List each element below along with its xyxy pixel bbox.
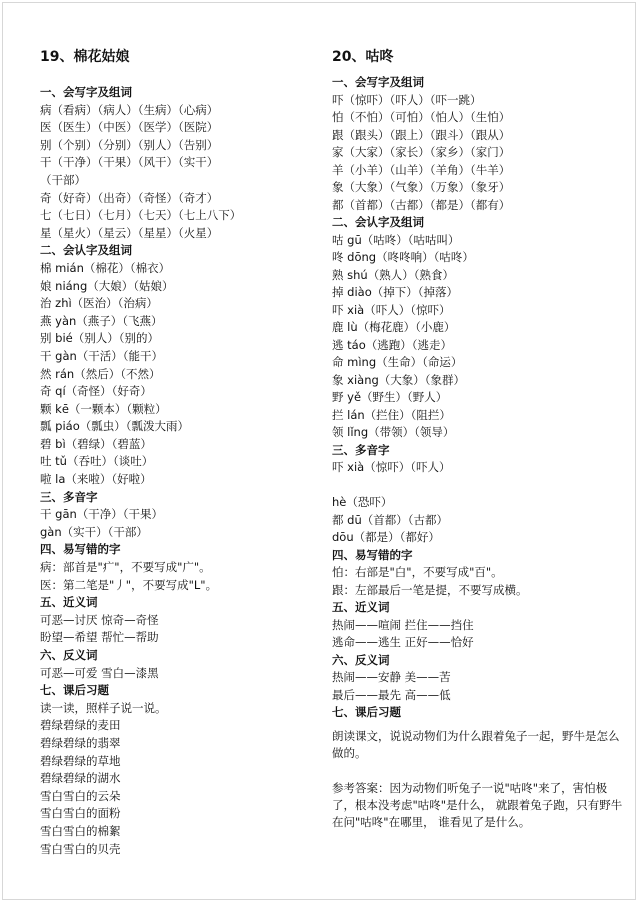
content-line: 逃命——逃生 正好——恰好 — [332, 635, 474, 649]
lesson-20-content — [332, 74, 624, 831]
content-line: dōu（都是）（都好） — [332, 530, 440, 544]
section-heading: 四、易写错的字 — [40, 542, 121, 557]
section-heading: 二、会认字及组词 — [40, 243, 132, 258]
content-line: 读一读，照样子说一说。 — [40, 700, 167, 715]
content-line: 然 rán（然后）（不然） — [40, 366, 161, 381]
content-line: 吓（惊吓）（吓人）（吓一跳） — [332, 92, 482, 107]
content-line: （干部） — [40, 172, 86, 187]
content-line: 领 lǐng（带领）（领导） — [332, 425, 455, 439]
section-heading: 二、会认字及组词 — [332, 215, 424, 229]
content-line: 吓 xià（惊吓）（吓人） — [332, 460, 451, 474]
content-line: 雪白雪白的贝壳 — [40, 841, 121, 856]
section-heading: 五、近义词 — [40, 595, 98, 610]
content-line: 奇（好奇）（出奇）（奇怪）（奇才） — [40, 190, 219, 205]
content-line: 跟（跟头）（跟上）（跟斗）（跟从） — [332, 127, 511, 142]
content-line: 奇 qí（奇怪）（好奇） — [40, 384, 152, 399]
content-line: 可恶—可爱 雪白—漆黑 — [40, 665, 159, 680]
content-line: 啦 la（来啦）（好啦） — [40, 472, 152, 487]
content-line: 碧绿碧绿的翡翠 — [40, 735, 121, 750]
section-heading: 七、课后习题 — [40, 683, 109, 698]
exercise-question: 朗读课文，说说动物们为什么跟着兔子一起，野牛是怎么做的。 — [332, 728, 620, 760]
content-line: 命 mìng（生命）（命运） — [332, 355, 463, 369]
content-line: 干 gàn（干活）（能干） — [40, 348, 164, 363]
content-line: 碧绿碧绿的湖水 — [40, 771, 121, 786]
content-line: 怕：右部是"白"，不要写成"百"。 — [332, 565, 503, 579]
content-line: 雪白雪白的棉絮 — [40, 823, 121, 838]
content-line: 最后——最先 高——低 — [332, 687, 451, 702]
content-line: 燕 yàn（燕子）（飞燕） — [40, 313, 163, 328]
content-line: 七（七日）（七月）（七天）（七上八下） — [40, 208, 242, 223]
content-line: 象 xiàng（大象）（象群） — [332, 372, 466, 387]
content-line: 熟 shú（熟人）（熟食） — [332, 267, 454, 282]
content-line: 瓢 piáo（瓢虫）（瓢泼大雨） — [40, 419, 189, 434]
content-line: 跟：左部最后一笔是提，不要写成横。 — [332, 582, 528, 597]
content-line: 可恶—讨厌 惊奇—奇怪 — [40, 612, 159, 627]
section-heading: 七、课后习题 — [332, 705, 401, 719]
lesson-19-content — [40, 84, 310, 858]
content-line: 雪白雪白的云朵 — [40, 788, 121, 803]
content-line: 娘 niáng（大娘）（姑娘） — [40, 278, 174, 293]
content-line — [332, 477, 624, 495]
content-line: 野 yě（野生）（野人） — [332, 390, 448, 404]
content-line: 碧绿碧绿的草地 — [40, 753, 121, 768]
content-line: 家（大家）（家长）（家乡）（家门） — [332, 145, 511, 159]
section-heading: 五、近义词 — [332, 600, 390, 614]
content-line: 雪白雪白的面粉 — [40, 806, 121, 821]
content-line: 都（首都）（古都）（都是）（都有） — [332, 197, 511, 212]
section-heading: 六、反义词 — [40, 648, 98, 662]
content-line: 碧 bì（碧绿）（碧蓝） — [40, 436, 152, 451]
content-line: gàn（实干）（干部） — [40, 524, 148, 539]
content-line: 碧绿碧绿的麦田 — [40, 718, 121, 733]
content-line: 干 gān（干净）（干果） — [40, 507, 164, 522]
content-line: 掉 diào（掉下）（掉落） — [332, 285, 458, 299]
content-line: 干（干净）（干果）（风干）（实干） — [40, 155, 219, 170]
content-line: 热闹——安静 美——苦 — [332, 670, 451, 684]
section-heading: 一、会写字及组词 — [40, 85, 132, 99]
section-heading: 一、会写字及组词 — [332, 75, 424, 89]
content-line: 咕 gū（咕咚）（咕咕叫） — [332, 232, 460, 247]
content-line: hè（恐吓） — [332, 495, 393, 509]
content-line: 怕（不怕）（可怕）（怕人）（生怕） — [332, 110, 511, 124]
section-heading: 六、反义词 — [332, 652, 390, 667]
content-line: 医（医生）（中医）（医学）（医院） — [40, 120, 219, 135]
content-line: 病：部首是"疒"，不要写成"广"。 — [40, 560, 211, 575]
content-line: 鹿 lù（梅花鹿）（小鹿） — [332, 320, 456, 334]
lesson-20-title: 20、咕咚 — [332, 49, 394, 65]
lesson-19-title: 19、棉花姑娘 — [40, 49, 130, 65]
content-line: 棉 mián（棉花）（棉衣） — [40, 260, 171, 275]
section-heading: 三、多音字 — [332, 442, 390, 457]
section-heading: 四、易写错的字 — [332, 547, 413, 562]
content-line: 咚 dōng（咚咚响）（咕咚） — [332, 250, 474, 264]
content-line: 羊（小羊）（山羊）（羊角）（牛羊） — [332, 162, 511, 177]
content-line: 逃 táo（逃跑）（逃走） — [332, 337, 452, 352]
content-line: 颗 kē（一颗本）（颗粒） — [40, 401, 167, 416]
content-line: 盼望—希望 帮忙—帮助 — [40, 630, 159, 645]
content-line: 拦 lán（拦住）（阻拦） — [332, 407, 451, 422]
content-line: 星（星火）（星云）（星星）（火星） — [40, 225, 219, 240]
content-line: 病（看病）（病人）（生病）（心病） — [40, 102, 219, 117]
content-line: 吓 xià（吓人）（惊吓） — [332, 302, 451, 317]
content-line: 象（大象）（气象）（万象）（象牙） — [332, 180, 511, 194]
content-line: 都 dū（首都）（古都） — [332, 512, 448, 527]
content-line: 别（个别）（分别）（别人）（告别） — [40, 137, 219, 152]
reference-answer: 参考答案：因为动物们听兔子一说"咕咚"来了，害怕极了，根本没考虑"咕咚"是什么， 就跟着兔子跑，只有野牛在问"咕咚"在哪里， 谁看见了是什么。 — [332, 780, 623, 829]
section-heading: 三、多音字 — [40, 489, 98, 504]
content-line: 热闹——喧闹 拦住——挡住 — [332, 617, 474, 632]
content-line: 别 bié（别人）（别的） — [40, 331, 159, 346]
content-line: 医：第二笔是"丿"，不要写成"L"。 — [40, 577, 218, 592]
content-line: 吐 tǔ（吞吐）（谈吐） — [40, 454, 154, 469]
content-line: 治 zhì（医治）（治病） — [40, 296, 158, 311]
